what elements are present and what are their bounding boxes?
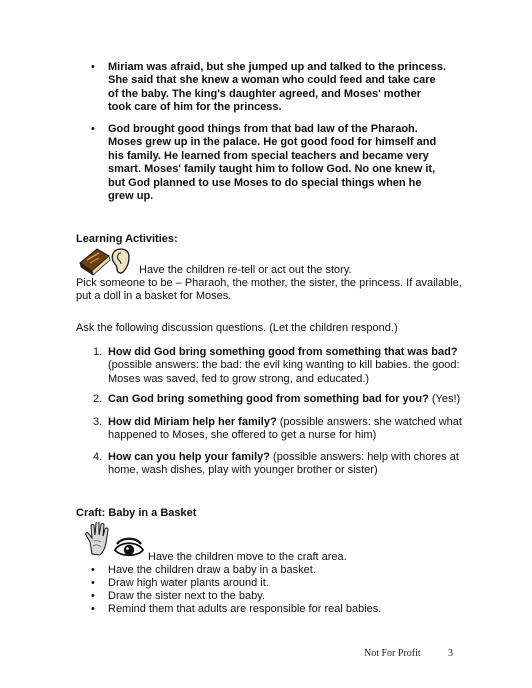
footer-text: Not For Profit: [364, 648, 421, 659]
answer-line: home, wash dishes, play with younger brother or sister): [108, 464, 378, 477]
bullet-dot: •: [91, 61, 95, 73]
text-line: grew up.: [108, 190, 154, 203]
hand-icon: [86, 522, 108, 555]
text-line: took care of him for the princess.: [108, 101, 282, 114]
answer-text: (possible answers: help with chores at: [269, 451, 459, 463]
ear-icon: [112, 249, 129, 273]
list-number: 1.: [93, 346, 103, 358]
book-icon: [80, 249, 110, 275]
list-number: 2.: [93, 393, 103, 405]
text-line: of the baby. The king's daughter agreed, and Moses' mother: [108, 87, 422, 100]
text-line: smart. Moses' family taught him to follow God. No one knew it,: [108, 163, 436, 176]
step-text: Remind them that adults are responsible for real babies.: [108, 603, 382, 615]
step-text: Draw the sister next to the baby.: [108, 590, 265, 602]
step-text: Have the children draw a baby in a basket.: [108, 564, 316, 576]
text-line: his family. He learned from special teachers and became very: [108, 149, 429, 162]
step-text: Draw high water plants around it.: [108, 577, 269, 589]
craft-icons: [84, 522, 146, 558]
text-line: She said that she knew a woman who could feed and take care: [108, 74, 436, 87]
bullet-dot: •: [91, 564, 95, 576]
answer-line: (possible answers: the bad: the evil king wanting to kill babies. the good:: [108, 359, 460, 372]
answer-line: happened to Moses, she offered to get a nurse for him): [108, 429, 377, 442]
text-line: Miriam was afraid, but she jumped up and talked to the princess.: [108, 61, 447, 73]
answer-text: (Yes!): [428, 393, 461, 405]
learning-icons: [77, 246, 131, 276]
answer-line: Moses was saved, fed to grow strong, and educated.): [108, 372, 370, 385]
answer-text: (possible answers: she watched what: [276, 416, 462, 428]
discussion-intro: Ask the following discussion questions. (Let the children respond.): [76, 322, 398, 334]
question-text: Can God bring something good from something bad for you?: [108, 393, 429, 405]
text-line: Moses grew up in the palace. He got good food for himself and: [108, 136, 437, 149]
eye-icon: [115, 539, 143, 556]
question-text: How did Miriam help her family?: [108, 416, 277, 428]
text-line: Pick someone to be – Pharaoh, the mother, the sister, the princess. If available,: [76, 277, 462, 289]
craft-heading: Craft: Baby in a Basket: [76, 507, 197, 519]
bullet-dot: •: [91, 603, 95, 615]
question-text: How can you help your family?: [108, 451, 270, 463]
bullet-dot: •: [91, 123, 95, 135]
learning-instruction: Have the children re-tell or act out the story.: [139, 264, 352, 276]
list-number: 4.: [93, 451, 103, 463]
text-line: but God planned to use Moses to do special things when he: [108, 176, 422, 189]
learning-activities-heading: Learning Activities:: [76, 233, 178, 245]
text-line: God brought good things from that bad law of the Pharaoh.: [108, 123, 418, 135]
bullet-dot: •: [91, 590, 95, 602]
list-number: 3.: [93, 416, 103, 428]
question-text: How did God bring something good from something that was bad?: [108, 346, 458, 358]
text-line: put a doll in a basket for Moses.: [76, 290, 232, 303]
bullet-dot: •: [91, 577, 95, 589]
craft-instruction: Have the children move to the craft area.: [148, 551, 347, 563]
page-number: 3: [448, 648, 453, 659]
